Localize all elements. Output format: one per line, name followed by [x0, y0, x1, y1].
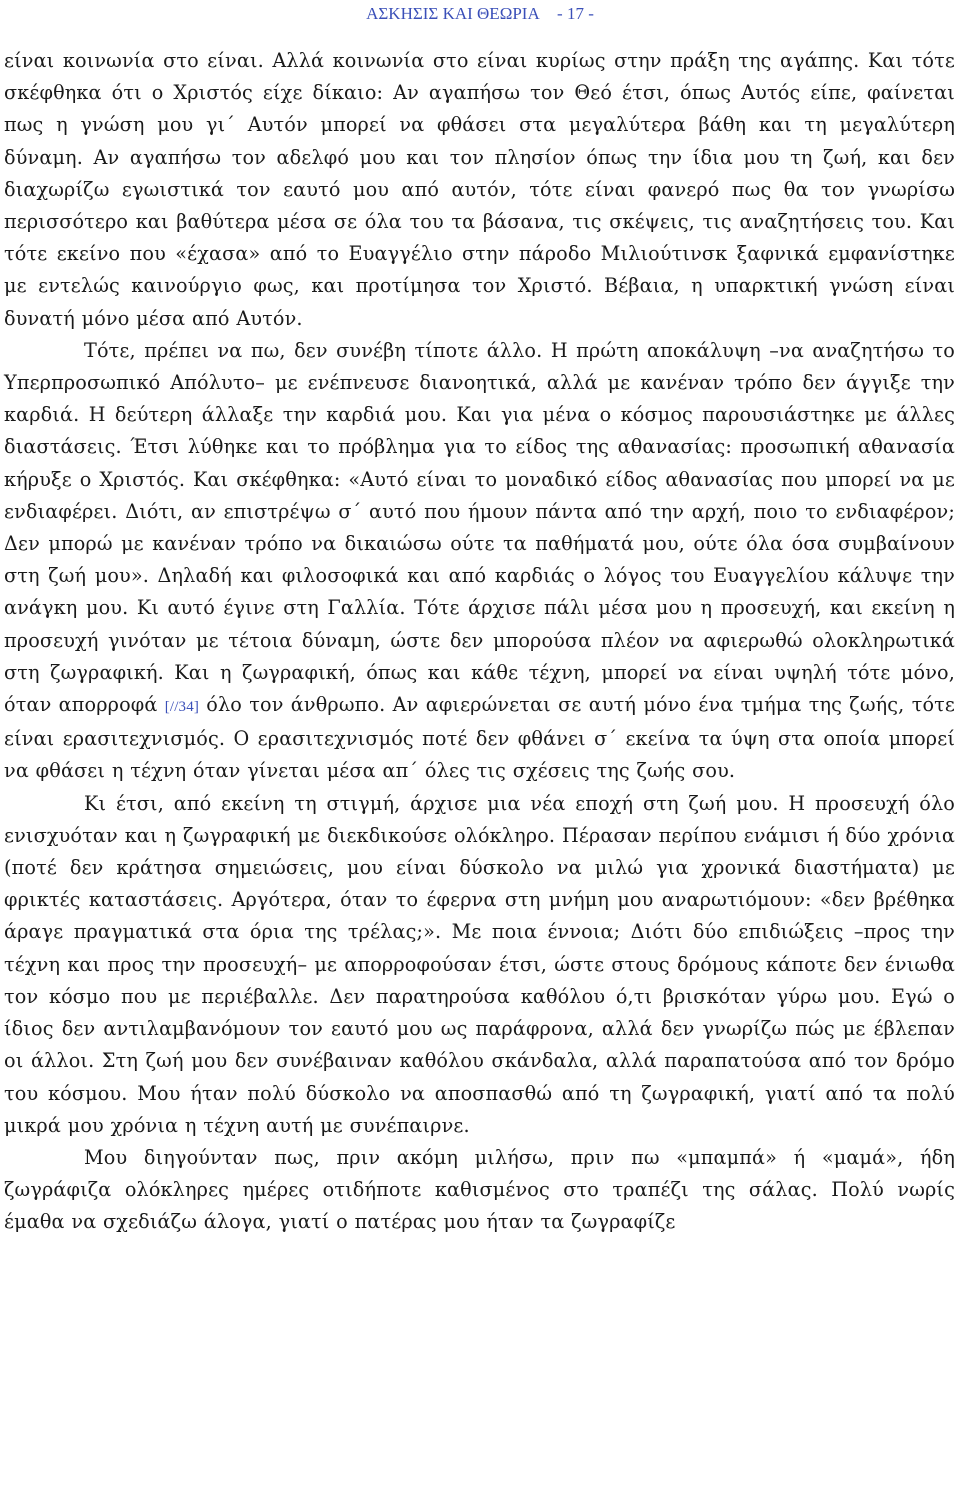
paragraph-2-part-1: Τότε, πρέπει να πω, δεν συνέβη τίποτε άλλο. Η πρώτη αποκάλυψη –να αναζητήσω το Υπερπροσωπικό Απόλυτο– με ενέπνευσε διανοητικά, αλλά με κανέναν τρόπο δεν άγγιξε την καρδιά. Η δεύτερη άλλαξε την καρδιά μου. Και για μένα ο κόσμος παρουσιάστηκε με άλλες διαστάσεις. Έτσι λύθηκε και το πρόβλημα για το είδος της αθανασίας: προσωπική αθανασία κήρυξε ο Χριστός. Και σκέφθηκα: «Αυτό είναι το μοναδικό είδος αθανασίας που μπορεί να με ενδιαφέρει. Διότι, αν επιστρέψω σ΄ αυτό που ήμουν πάντα από την αρχή, ποιο το ενδιαφέρον; Δεν μπορώ με κανέναν τρόπο να δικαιώσω ούτε τα παθήματά μου, ούτε όλα όσα συμβαίνουν στη ζωή μου». Δηλαδή και φιλοσοφικά και από καρδιάς ο λόγος του Ευαγγελίου κάλυψε την ανάγκη μου. Κι αυτό έγινε στη Γαλλία. Τότε άρχισε πάλι μέσα μου η προσευχή, και εκείνη η προσευχή γινόταν με τέτοια δύναμη, ώστε δεν μπορούσα πλέον να αφιερωθώ ολοκληρωτικά στη ζωγραφική. Και η ζωγραφική, όπως και κάθε τέχνη, μπορεί να είναι υψηλή τότε μόνο, όταν απορροφά — [4, 338, 955, 717]
paragraph-3: Κι έτσι, από εκείνη τη στιγμή, άρχισε μια νέα εποχή στη ζωή μου. Η προσευχή όλο ενισχυόταν και η ζωγραφική με διεκδικούσε ολόκληρο. Πέρασαν περίπου ενάμισι ή δύο χρόνια (ποτέ δεν κράτησα σημειώσεις, μου είναι δύσκολο να μιλώ για χρονικά διαστήματα) με φρικτές καταστάσεις. Αργότερα, όταν το έφερνα στη μνήμη μου αναρωτιόμουν: «δεν βρέθηκα άραγε πραγματικά στα όρια της τρέλας;». Με ποια έννοια; Διότι δύο επιδιώξεις –προς την τέχνη και προς την προσευχή– με απορροφούσαν έτσι, ώστε στους δρόμους κάποτε δεν ένιωθα τον κόσμο που με περιέβαλλε. Δεν παρατηρούσα καθόλου ό,τι βρισκόταν γύρω μου. Εγώ ο ίδιος δεν αντιλαμβανόμουν τον εαυτό μου ως παράφρονα, αλλά δεν γνωρίζω πώς με έβλεπαν οι άλλοι. Στη ζωή μου δεν συνέβαιναν καθόλου σκάνδαλα, αλλά παραπατούσα από τον δρόμο του κόσμου. Μου ήταν πολύ δύσκολο να αποσπασθώ από τη ζωγραφική, γιατί από τα πολύ μικρά μου χρόνια η τέχνη αυτή με συνέπαιρνε. — [4, 791, 955, 1137]
page-reference-marker: [//34] — [164, 699, 199, 716]
header-title: ΑΣΚΗΣΙΣ ΚΑΙ ΘΕΩΡΙΑ — [366, 4, 539, 23]
paragraph-2-part-2: όλο τον άνθρωπο. Αν αφιερώνεται σε αυτή μόνο ένα τμήμα της ζωής, τότε είναι ερασιτεχνισμός. Ο ερασιτεχνισμός ποτέ δεν φθάνει σ΄ εκείνα τα ύψη στα οποία μπορεί να φθάσει η τέχνη όταν γίνεται μέσα απ΄ όλες τις σχέσεις της ζωής σου. — [4, 693, 956, 783]
running-header — [0, 4, 960, 24]
paragraph-1: είναι κοινωνία στο είναι. Αλλά κοινωνία στο είναι κυρίως στην πράξη της αγάπης. Και τότε σκέφθηκα ότι ο Χριστός είχε δίκαιο: Αν αγαπήσω τον Θεό έτσι, όπως Αυτός είπε, φαίνεται πως η γνώση μου γι΄ Αυτόν μπορεί να φθάσει στα μεγαλύτερα βάθη και τη μεγαλύτερη δύναμη. Αν αγαπήσω τον αδελφό μου και τον πλησίον όπως την ίδια μου τη ζωή, και δεν διαχωρίζω εγωιστικά τον εαυτό μου από αυτόν, τότε είναι φανερό πως θα τον γνωρίσω περισσότερο και βαθύτερα μέσα σε όλα του τα βάσανα, τις σκέψεις, τις αναζητήσεις του. Και τότε εκείνο που «έχασα» από το Ευαγγέλιο στην πάροδο Μιλιούτινσκ ξαφνικά εμφανίστηκε με εντελώς καινούργιο φως, και προτίμησα τον Χριστό. Βέβαια, η υπαρκτική γνώση είναι δυνατή μόνο μέσα από Αυτόν. — [4, 49, 955, 330]
paragraph-2 — [4, 335, 955, 788]
paragraph-4: Μου διηγούνταν πως, πριν ακόμη μιλήσω, πριν πω «μπαμπά» ή «μαμά», ήδη ζωγράφιζα ολόκληρες ημέρες οτιδήποτε καθισμένος στο τραπέζι της σάλας. Πολύ νωρίς έμαθα να σχεδιάζω άλογα, γιατί ο πατέρας μου ήταν τα ζωγραφίζε — [4, 1145, 955, 1234]
body-text — [4, 45, 955, 1239]
page-number: - 17 - — [557, 4, 594, 23]
